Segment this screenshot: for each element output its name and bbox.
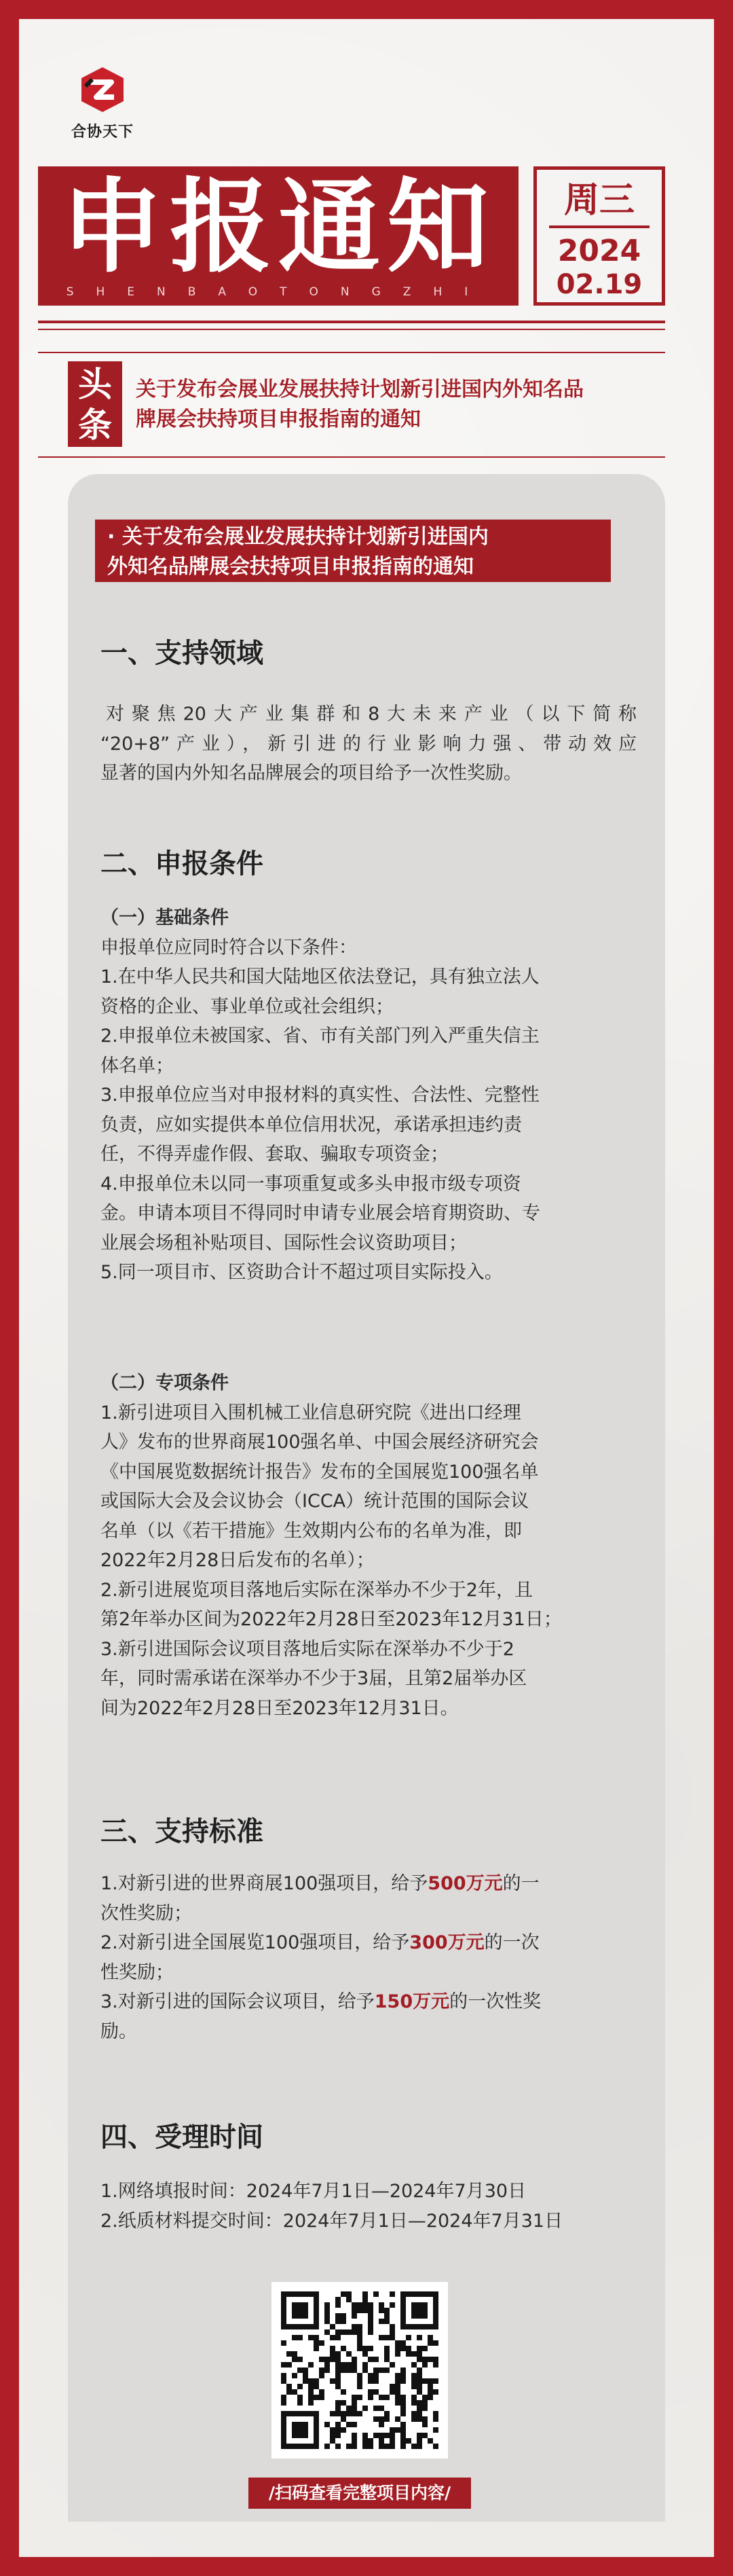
text-line: 对聚焦20大产业集群和8大未来产业（以下简称 [106, 704, 637, 725]
text-line: 体名单； [100, 1055, 174, 1076]
text-line: 2.申报单位未被国家、省、市有关部门列入严重失信主 [100, 1026, 540, 1047]
brand-logo-icon [77, 65, 128, 115]
text-line: 资格的企业、事业单位或社会组织； [100, 996, 394, 1017]
text-line: 1.网络填报时间：2024年7月1日—2024年7月30日 [100, 2181, 527, 2202]
award-amount: 500万元 [428, 1873, 503, 1894]
banner-line: 外知名品牌展会扶持项目申报指南的通知 [107, 555, 474, 579]
text-line: 5.同一项目市、区资助合计不超过项目实际投入。 [100, 1262, 503, 1283]
text-line: 4.申报单位未以同一事项重复或多头申报市级专项资 [100, 1173, 521, 1195]
headline-top-rule [38, 352, 665, 353]
headline-badge [68, 361, 122, 447]
text-line: 申报单位应同时符合以下条件： [100, 937, 357, 958]
divider-rule-thin [38, 329, 665, 330]
section-title-conditions: 二、申报条件 [100, 848, 263, 879]
card-banner [95, 520, 611, 582]
title-pinyin: SHENBAOTONGZHI [66, 285, 491, 299]
date-divider [549, 225, 650, 228]
award-amount: 150万元 [374, 1991, 450, 2012]
date-year: 2024 [557, 234, 641, 268]
section-acceptance-time-body [100, 2177, 637, 2236]
text-line: 励。 [100, 2020, 137, 2042]
text-line: 2022年2月28日后发布的名单）； [100, 1550, 375, 1571]
headline-line: 关于发布会展业发展扶持计划新引进国内外知名品 [136, 378, 584, 401]
text-line: 间为2022年2月28日至2023年12月31日。 [100, 1697, 459, 1719]
text-line: 第2年举办区间为2022年2月28日至2023年12月31日； [100, 1609, 562, 1630]
award-amount: 300万元 [409, 1932, 485, 1953]
section-standards-body [100, 1869, 637, 2046]
text-line: 名单（以《若干措施》生效期内公布的名单为准，即 [100, 1520, 522, 1542]
text-line: 2.对新引进全国展览100强项目，给予300万元的一次 [100, 1932, 540, 1953]
header-title-box [38, 166, 519, 306]
text-line: 金。申请本项目不得同时申请专业展会培育期资助、专 [100, 1203, 540, 1224]
headline-line: 牌展会扶持项目申报指南的通知 [136, 407, 421, 431]
text-line: 1.在中华人民共和国大陆地区依法登记，具有独立法人 [100, 966, 540, 987]
page-title: 申报通知 [60, 168, 495, 287]
text-line: “20+8”产业），新引进的行业影响力强、带动效应 [100, 733, 637, 755]
text-line: 1.对新引进的世界商展100强项目，给予500万元的一 [100, 1873, 540, 1894]
text-line: 任，不得弄虚作假、套取、骗取专项资金； [100, 1144, 449, 1165]
section-basic-conditions-body [100, 903, 637, 1288]
text-line: 《中国展览数据统计报告》发布的全国展览100强名单 [100, 1461, 539, 1483]
text-line: 业展会场租补贴项目、国际性会议资助项目； [100, 1232, 467, 1254]
brand-name: 合协天下 [71, 124, 134, 141]
text-line: 3.对新引进的国际会议项目，给予150万元的一次性奖 [100, 1991, 542, 2012]
headline-bottom-rule [38, 456, 665, 458]
date-month-day: 02.19 [556, 269, 643, 300]
text-line: 次性奖励； [100, 1902, 192, 1924]
section-support-areas-body [100, 700, 637, 788]
brand-logo [65, 65, 140, 141]
text-line: 负责，应如实提供本单位信用状况，承诺承担违约责 [100, 1114, 522, 1136]
text-line: 3.申报单位应当对申报材料的真实性、合法性、完整性 [100, 1085, 540, 1106]
section-title-standards: 三、支持标准 [100, 1816, 263, 1847]
text-line: 2.新引进展览项目落地后实际在深举办不少于2年，且 [100, 1579, 533, 1601]
text-line: 年，同时需承诺在深举办不少于3届，且第2届举办区 [100, 1668, 527, 1689]
headline-text [136, 375, 652, 435]
text-line: 1.新引进项目入围机械工业信息研究院《进出口经理 [100, 1402, 521, 1423]
text-line: 3.新引进国际会议项目落地后实际在深举办不少于2 [100, 1638, 514, 1660]
text-line: 性奖励； [100, 1961, 174, 1983]
section-title-support-areas: 一、支持领域 [100, 638, 263, 669]
section-title-acceptance-time: 四、受理时间 [100, 2122, 263, 2153]
subsection-title: （二）专项条件 [100, 1373, 229, 1394]
banner-line: · 关于发布会展业发展扶持计划新引进国内 [107, 525, 489, 549]
qr-code-icon [271, 2282, 448, 2459]
text-line: 2.纸质材料提交时间：2024年7月1日—2024年7月31日 [100, 2210, 563, 2232]
subsection-title: （一）基础条件 [100, 907, 229, 928]
headline-badge-bottom: 条 [78, 405, 112, 445]
text-line: 或国际大会及会议协会（ICCA）统计范围的国际会议 [100, 1491, 529, 1512]
divider-rule [38, 321, 665, 323]
headline-badge-top: 头 [78, 365, 112, 404]
text-line: 人》发布的世界商展100强名单、中国会展经济研究会 [100, 1432, 539, 1453]
qr-caption: /扫码查看完整项目内容/ [248, 2478, 471, 2509]
text-line: 显著的国内外知名品牌展会的项目给予一次性奖励。 [100, 763, 522, 784]
weekday-label: 周三 [563, 180, 635, 221]
qr-code[interactable] [271, 2282, 448, 2459]
date-box [533, 166, 665, 306]
section-special-conditions-body [100, 1368, 637, 1723]
